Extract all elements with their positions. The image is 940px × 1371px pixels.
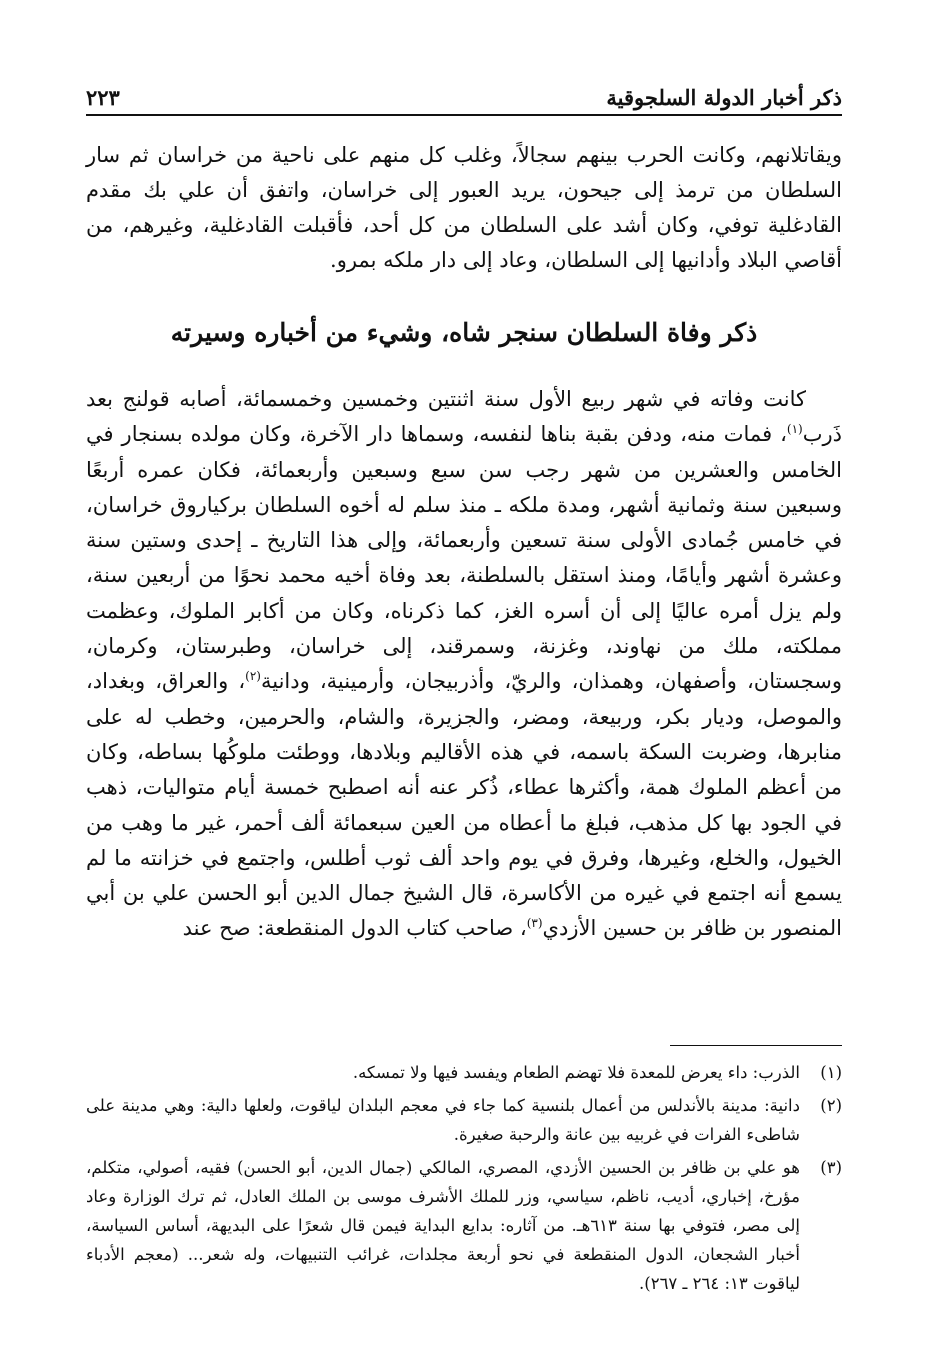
footnote-number: (٣) [820, 1158, 842, 1177]
paragraph-2-part-3: ، والعراق، وبغداد، والموصل، وديار بكر، وربيعة، ومضر، والجزيرة، والشام، والحرمين، وخطب له على منابرها، وضربت السكة باسمه، في هذه الأقاليم وبلادها، ووطئت ملوكُها بساطه، وكان من أعظم الملوك همة، وأكثرها عطاء، ذُكر عنه أنه اصطبح خمسة أيام متواليات، ذهب في الجود بها كل مذهب، فبلغ ما أعطاه من العين سبعمائة ألف أحمر، غير ما وهب من الخيول، والخلع، وغيرها، وفرق في يوم واحد ألف ثوب أطلس، واجتمع في خزانته ما لم يسمع أنه اجتمع في غيره من الأكاسرة، قال الشيخ جمال الدين أبو الحسن علي بن أبي المنصور بن ظافر بن حسين الأزدي [86, 669, 842, 941]
footnote-3 [86, 1153, 842, 1298]
footnote-ref-3[interactable]: (٣) [526, 916, 543, 931]
paragraph-2 [86, 382, 842, 947]
footnote-number: (١) [820, 1063, 842, 1082]
paragraph-1: ويقاتلانهم، وكانت الحرب بينهم سجالاً، وغلب كل منهم على ناحية من خراسان ثم سار السلطان من ترمذ إلى جيحون، يريد العبور إلى خراسان، واتفق أن علي بك مقدم القادغلية توفي، وكان أشد على السلطان من كل أحد، فأقبلت القادغلية، وغيرهم، من أقاصي البلاد وأدانيها إلى السلطان، وعاد إلى دار ملكه بمرو. [86, 143, 842, 272]
section-heading: ذكر وفاة السلطان سنجر شاه، وشيء من أخباره وسيرته [170, 318, 758, 347]
footnote-text: دانية: مدينة بالأندلس من أعمال بلنسية كما جاء في معجم البلدان لياقوت، ولعلها دالية: وهي مدينة على شاطىء الفرات في غربيه بين عانة والرحبة صغيرة. [86, 1096, 800, 1144]
page-header [86, 76, 842, 116]
footnote-ref-1[interactable]: (١) [786, 422, 803, 437]
footnotes [86, 1058, 842, 1302]
footnote-divider [670, 1045, 842, 1046]
paragraph-2-part-4: ، صاحب كتاب الدول المنقطعة: صح عند [182, 916, 527, 941]
running-title: ذكر أخبار الدولة السلجوقية [606, 85, 842, 110]
page-number: ٢٢٣ [86, 85, 120, 110]
footnote-ref-2[interactable]: (٢) [245, 669, 261, 684]
paragraph-2-part-1: كانت وفاته في شهر ربيع الأول سنة اثنتين وخمسين وخمسمائة، أصابه قولنج بعد ذَرب [86, 387, 842, 447]
footnote-number: (٢) [820, 1096, 842, 1115]
footnote-text: هو علي بن ظافر بن الحسين الأزدي، المصري، المالكي (جمال الدين، أبو الحسن) فقيه، أصولي، متكلم، مؤرخ، إخباري، أديب، ناظم، سياسي، وزر للملك الأشرف موسى بن الملك العادل، ثم ترك الوزارة وعاد إلى مصر، فتوفي بها سنة ٦١٣هـ. من آثاره: بدايع البداية فيمن قال شعرًا على البديهة، أساس السياسة، أخبار الشجعان، الدول المنقطعة في نحو أربعة مجلدات، غرائب التنبيهات، وله شعر... (معجم الأدباء لياقوت ١٣: ٢٦٤ ـ ٢٦٧). [86, 1158, 800, 1293]
footnote-text: الذرب: داء يعرض للمعدة فلا تهضم الطعام ويفسد فيها ولا تمسكه. [352, 1063, 800, 1082]
footnote-1 [86, 1058, 842, 1087]
paragraph-2-part-2: ، فمات منه، ودفن بقبة بناها لنفسه، وسماها دار الآخرة، وكان مولده بسنجار في الخامس والعشرين من شهر رجب سن سبع وسبعين وأربعمائة، فكان عمره أربعًا وسبعين سنة وثمانية أشهر، ومدة ملكه ـ منذ سلم له أخوه السلطان بركياروق خراسان، في خامس جُمادى الأولى سنة تسعين وأربعمائة، وإلى هذا التاريخ ـ إحدى وستين سنة وعشرة أشهر وأيامًا، ومنذ استقل بالسلطنة، بعد وفاة أخيه محمد نحوًا من أربعين سنة، ولم يزل أمره عاليًا إلى أن أسره الغز، كما ذكرناه، وكان من أكابر الملوك، وعظمت مملكته، ملك من نهاوند، وغزنة، وسمرقند، إلى خراسان، وطبرستان، وكرمان، وسجستان، وأصفهان، وهمذان، والريّ، وأذربيجان، وأرمينية، ودانية [86, 422, 842, 694]
footnote-2 [86, 1091, 842, 1149]
